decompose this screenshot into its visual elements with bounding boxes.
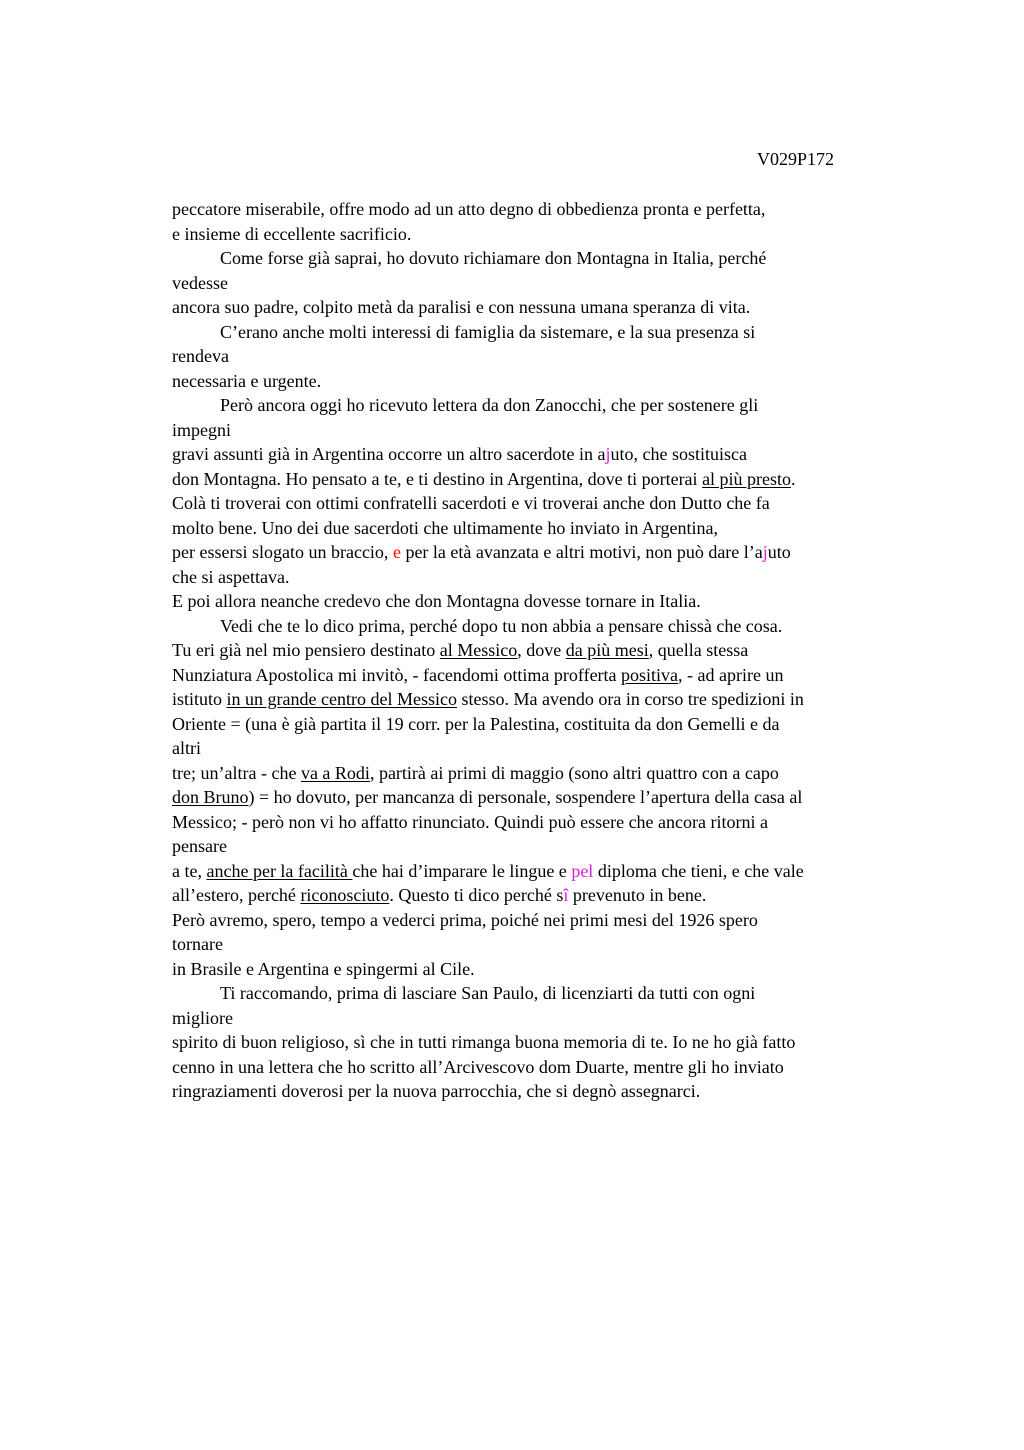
text-line [172,197,912,222]
text-line [172,540,912,565]
text-segment: cenno in una lettera che ho scritto all’Arcivescovo dom Duarte, mentre gli ho inviato [172,1056,784,1077]
text-line [172,1079,912,1104]
text-line [172,810,912,835]
text-line [172,663,912,688]
text-segment: pensare [172,836,227,856]
text-segment: Colà ti troverai con ottimi confratelli sacerdoti e vi troverai anche don Dutto che fa [172,493,770,513]
highlighted-text: pel [571,860,594,881]
text-segment: Però avremo, spero, tempo a vederci prima, poiché nei primi mesi del 1926 spero [172,909,758,930]
text-line [172,883,912,908]
underlined-text: riconosciuto [300,885,390,905]
text-line [172,1006,912,1031]
text-line [172,712,912,737]
text-segment: tre; un’altra - che [172,762,301,783]
text-segment: stesso. Ma avendo ora in corso tre spedizioni in [456,689,804,709]
text-segment: C’erano anche molti interessi di famiglia da sistemare, e la sua presenza si [220,321,756,342]
highlighted-text: j [605,444,611,464]
text-line [172,393,912,418]
text-segment: uto, che sostituisca [610,444,748,464]
text-line [172,834,912,859]
text-line [172,222,912,247]
text-segment: , partirà ai primi di maggio (sono altri quattro con a capo [369,762,779,783]
text-line [172,344,912,369]
text-line [172,785,912,810]
text-line [172,516,912,541]
text-line [172,908,912,933]
text-segment: che hai d’imparare le lingue e [352,860,572,881]
text-segment: . Questo ti dico perché s [389,885,564,905]
text-segment: spirito di buon religioso, sì che in tutti rimanga buona memoria di te. Io ne ho già fatto [172,1032,796,1052]
text-segment: Come forse già saprai, ho dovuto richiamare don Montagna in Italia, perché [220,248,767,268]
text-segment: in Brasile e Argentina e spingermi al Cile. [172,958,475,979]
text-segment: per la età avanzata e altri motivi, non può dare l’a [400,542,763,562]
text-segment: ancora suo padre, colpito metà da paralisi e con nessuna umana speranza di vita. [172,297,751,317]
highlighted-text: j [762,542,768,562]
underlined-text: don Bruno [172,787,249,807]
text-line [172,271,912,296]
text-segment: E poi allora neanche credevo che don Montagna dovesse tornare in Italia. [172,591,701,611]
text-segment: Ti raccomando, prima di lasciare San Paulo, di licenziarti da tutti con ogni [220,983,756,1003]
text-segment: Nunziatura Apostolica mi invitò, - facendomi ottima profferta [172,664,622,685]
text-segment: , dove [517,640,566,660]
underlined-text: in un grande centro del Messico [226,689,457,709]
text-segment: diploma che tieni, e che vale [593,860,804,881]
text-line [172,1030,912,1055]
underlined-text: al Messico [439,640,518,660]
underlined-text: al più presto [702,468,792,489]
text-segment: Messico; - però non vi ho affatto rinunciato. Quindi può essere che ancora ritorni a [172,811,768,832]
text-segment: altri [172,738,201,758]
text-line [172,491,912,516]
text-segment: . [791,468,796,489]
text-line [172,320,912,345]
text-line [172,295,912,320]
text-line [172,614,912,639]
text-line [172,981,912,1006]
text-segment: Però ancora oggi ho ricevuto lettera da don Zanocchi, che per sostenere gli [220,395,759,415]
underlined-text: anche per la facilità [206,860,353,881]
highlighted-text: î [563,885,569,905]
text-segment: ) = ho dovuto, per mancanza di personale, sospendere l’apertura della casa al [248,787,803,807]
text-segment: e insieme di eccellente sacrificio. [172,223,412,244]
text-segment: , quella stessa [648,640,749,660]
text-line [172,467,912,492]
text-line [172,638,912,663]
letter-text [172,197,912,1104]
text-segment: ringraziamenti doverosi per la nuova parrocchia, che si degnò assegnarci. [172,1081,701,1101]
text-segment: prevenuto in bene. [568,885,707,905]
text-line [172,736,912,761]
text-segment: Oriente = (una è già partita il 19 corr. per la Palestina, costituita da don Gemelli e da [172,713,780,734]
text-segment: all’estero, perché [172,885,301,905]
underlined-text: da più mesi [565,640,649,660]
page-code: V029P172 [757,149,835,169]
text-segment: Tu eri già nel mio pensiero destinato [172,640,440,660]
text-line [172,369,912,394]
underlined-text: va a Rodi [300,762,370,783]
text-segment: migliore [172,1007,233,1028]
text-segment: che si aspettava. [172,566,290,587]
highlighted-text: e [392,542,401,562]
text-line [172,957,912,982]
text-line [172,1055,912,1080]
text-line [172,932,912,957]
text-segment: vedesse [172,272,228,293]
text-line [172,687,912,712]
text-segment: peccatore miserabile, offre modo ad un atto degno di obbedienza pronta e perfetta, [172,199,766,219]
text-line [172,246,912,271]
underlined-text: positiva [621,664,679,685]
text-line [172,442,912,467]
text-segment: impegni [172,419,231,440]
text-segment: uto [767,542,791,562]
text-line [172,589,912,614]
text-segment: Vedi che te lo dico prima, perché dopo tu non abbia a pensare chissà che cosa. [220,615,783,636]
text-segment: istituto [172,689,227,709]
text-segment: molto bene. Uno dei due sacerdoti che ultimamente ho inviato in Argentina, [172,517,719,538]
text-segment: don Montagna. Ho pensato a te, e ti destino in Argentina, dove ti porterai [172,468,703,489]
text-line [172,761,912,786]
text-segment: rendeva [172,346,229,366]
text-segment: necessaria e urgente. [172,370,322,391]
text-line [172,418,912,443]
text-line [172,565,912,590]
text-segment: gravi assunti già in Argentina occorre un altro sacerdote in a [172,444,606,464]
text-line [172,859,912,884]
text-segment: a te, [172,860,207,881]
text-segment: per essersi slogato un braccio, [172,542,393,562]
text-segment: , - ad aprire un [678,664,784,685]
text-segment: tornare [172,934,223,954]
